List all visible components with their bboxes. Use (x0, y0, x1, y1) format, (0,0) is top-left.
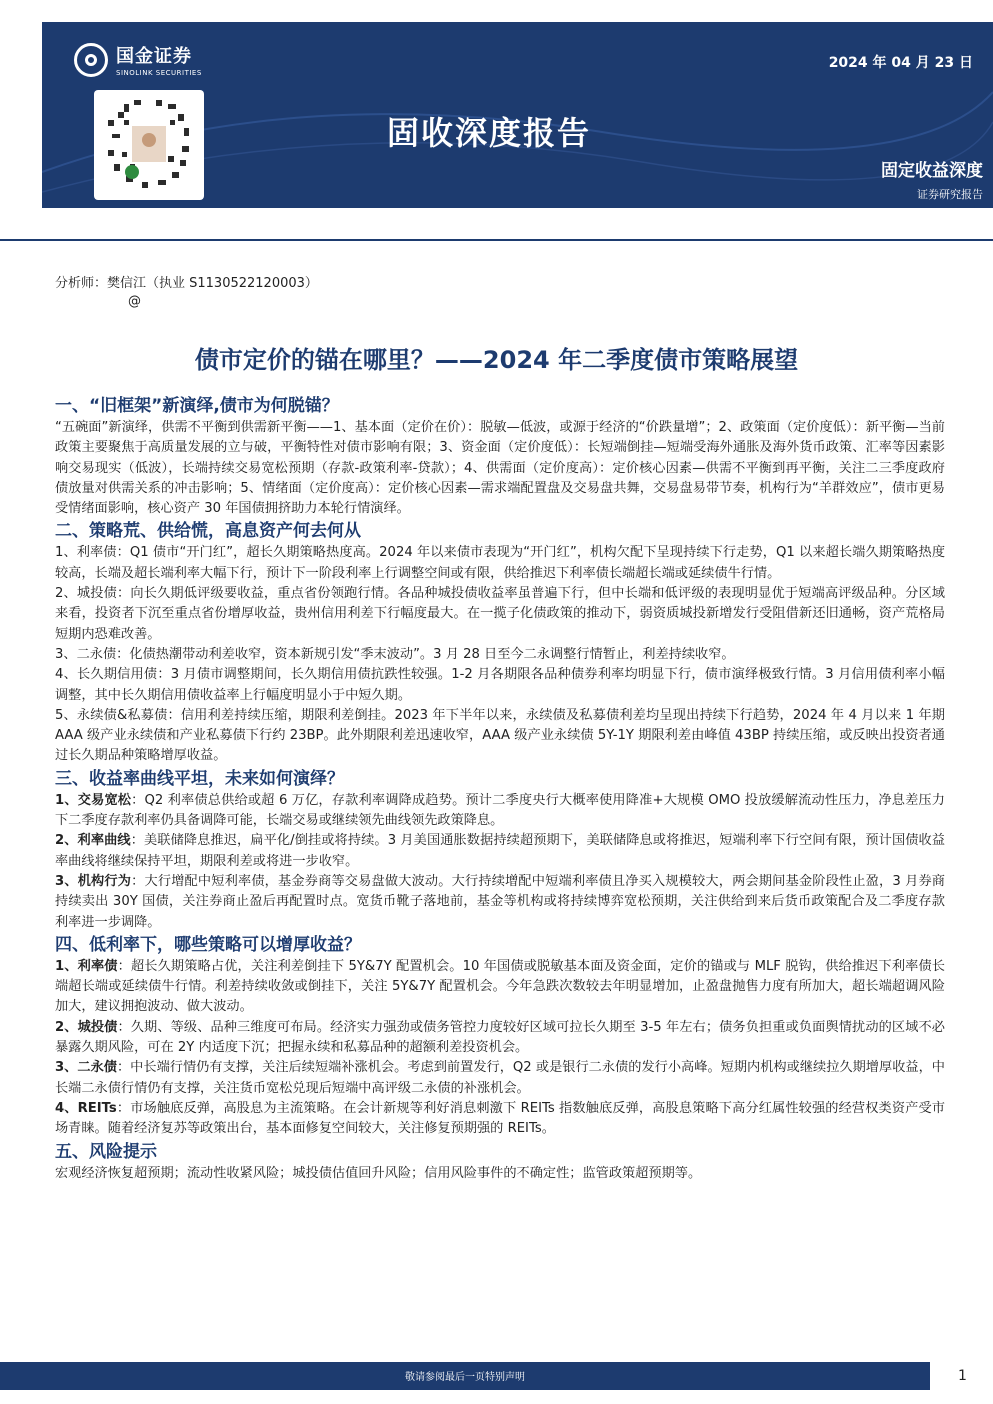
report-header (42, 22, 993, 208)
paragraph: 3、二永债：中长端行情仍有支撑，关注后续短端补涨机会。考虑到前置发行，Q2 或是银行二永债的发行小高峰。短期内机构或继续拉久期增厚收益，中长端二永债行情仍有支撑，关注货币宽松兑现后短端中高评级二永债的补涨机会。 (55, 1060, 945, 1096)
paragraph: 1、利率债：超长久期策略占优，关注利差倒挂下 5Y&7Y 配置机会。10 年国债或脱敏基本面及资金面，定价的锚或与 MLF 脱钩，供给推迟下利率债长端超长端或延续债牛行情。利差持续收敛或倒挂下，关注 5Y&7Y 配置机会。今年急跌次数较去年明显增加，止盈盘抛售力度有所加大，超长端超调风险加大，建议拥抱波动、做大波动。 (55, 958, 945, 1015)
paragraph: 4、长久期信用债：3 月债市调整期间，长久期信用债抗跌性较强。1-2 月各期限各品种债券利率均明显下行，债市演绎极致行情。3 月信用债利率小幅调整，其中长久期信用债收益率上行幅度明显小于中短久期。 (55, 667, 945, 703)
section-heading: 一、“旧框架”新演绎,债市为何脱锚？ (55, 396, 339, 416)
report-date: 2024 年 04 月 23 日 (828, 55, 973, 71)
report-category: 固定收益深度 (881, 161, 983, 181)
logo-name-en: SINOLINK SECURITIES (116, 69, 202, 77)
paragraph-lead: 3、二永债 (55, 1060, 117, 1076)
paragraph: 2、城投债：向长久期低评级要收益，重点省份领跑行情。各品种城投债收益率虽普遍下行，但中长端和低评级的表现明显优于短端高评级品种。分区域来看，投资者下沉至重点省份增厚收益，贵州信用利差下行幅度最大。在一揽子化债政策的推动下，弱资质城投新增发行受阻借新还旧通畅，资产荒格局短期内恐难改善。 (55, 586, 945, 642)
paragraph-lead: 1、交易宽松 (55, 792, 132, 808)
report-subcategory: 证券研究报告 (917, 188, 983, 201)
analyst-email: @ (128, 294, 141, 309)
page-number: 1 (958, 1368, 967, 1384)
section-heading: 三、收益率曲线平坦，未来如何演绎？ (55, 768, 344, 789)
paragraph-lead: 4、REITs (55, 1100, 117, 1116)
paragraph-lead: 1、利率债 (55, 958, 118, 974)
logo-name-cn: 国金证券 (116, 46, 192, 67)
section-heading: 四、低利率下，哪些策略可以增厚收益？ (55, 934, 361, 955)
paragraph: 宏观经济恢复超预期；流动性收紧风险；城投债估值回升风险；信用风险事件的不确定性；监管政策超预期等。 (55, 1165, 702, 1181)
footer-bar (0, 1362, 930, 1390)
header-divider (0, 239, 993, 241)
report-type-title: 固收深度报告 (387, 114, 592, 152)
report-body (55, 394, 945, 1184)
paragraph: 2、城投债：久期、等级、品种三维度可布局。经济实力强劲或债务管控力度较好区域可拉长久期至 3-5 年左右；债务负担重或负面舆情扰动的区域不必暴露久期风险，可在 2Y 内适度下沉；把握永续和私募品种的超额利差投资机会。 (55, 1019, 945, 1056)
section-heading: 五、风险提示 (55, 1141, 157, 1162)
report-main-title: 债市定价的锚在哪里？——2024 年二季度债市策略展望 (194, 346, 799, 374)
paragraph: 4、REITs：市场触底反弹，高股息为主流策略。在会计新规等利好消息刺激下 REITs 指数触底反弹，高股息策略下高分红属性较强的经营权类资产受市场青睐。随着经济复苏等政策出台，基本面修复空间较大，关注修复预期强的 REITs。 (55, 1100, 945, 1137)
paragraph: 1、利率债：Q1 债市“开门红”，超长久期策略热度高。2024 年以来债市表现为“开门红”，机构欠配下呈现持续下行走势，Q1 以来超长端久期策略热度较高，长端及超长端利率大幅下行，预计下一阶段利率上行调整空间或有限，供给推迟下利率债长端超长端或延续债牛行情。 (55, 545, 945, 581)
paragraph: 1、交易宽松：Q2 利率债总供给或超 6 万亿，存款利率调降成趋势。预计二季度央行大概率使用降准+大规模 OMO 投放缓解流动性压力，净息差压力下二季度存款利率仍具备调降可能，长端交易或继续领先曲线领先政策降息。 (55, 792, 945, 829)
qr-code-icon (94, 90, 204, 200)
footer-disclaimer: 敬请参阅最后一页特别声明 (405, 1372, 525, 1383)
logo-icon (74, 43, 108, 77)
paragraph: 3、机构行为：大行增配中短利率债，基金券商等交易盘做大波动。大行持续增配中短端利率债且净买入规模较大，两会期间基金阶段性止盈，3 月券商持续卖出 30Y 国债，关注券商止盈后再配置时点。宽货币靴子落地前，基金等机构或将持续博弈宽松预期，关注供给到来后货币政策配合及二季度存款利率进一步调降。 (55, 873, 945, 930)
analyst-info: 分析师：樊信江（执业 S1130522120003） (55, 276, 318, 291)
company-logo (74, 42, 202, 77)
paragraph-lead: 3、机构行为 (55, 873, 132, 889)
paragraph-lead: 2、城投债 (55, 1019, 118, 1035)
paragraph: “五碗面”新演绎，供需不平衡到供需新平衡——1、基本面（定价在价）：脱敏—低波，或源于经济的“价跌量增”；2、政策面（定价度低）：新平衡—当前政策主要聚焦于高质量发展的立与破，平衡特性对债市影响有限；3、资金面（定价度低）：长短端倒挂—短端受海外通胀及海外货币政策、汇率等因素影响交易现实（低波），长端持续交易宽松预期（存款-政策利率-贷款）；4、供需面（定价度高）：定价核心因素—供需不平衡到再平衡，关注二三季度政府债放量对供需关系的冲击影响；5、情绪面（定价度高）：定价核心因素—需求端配置盘及交易盘共舞，交易盘易带节奏，机构行为“羊群效应”，债市更易受情绪面影响，核心资产 30 年国债拥挤助力本轮行情演绎。 (55, 420, 945, 517)
paragraph: 5、永续债&私募债：信用利差持续压缩，期限利差倒挂。2023 年下半年以来，永续债及私募债利差均呈现出持续下行趋势，2024 年 4 月以来 1 年期 AAA 级产业永续债和产业私募债下行约 23BP。此外期限利差迅速收窄，AAA 级产业永续债 5Y-1Y 期限利差由峰值 43BP 持续压缩，或反映出投资者通过长久期品种策略增厚收益。 (55, 707, 945, 764)
paragraph: 3、二永债：化债热潮带动利差收窄，资本新规引发“季末波动”。3 月 28 日至今二永调整行情暂止，利差持续收窄。 (55, 646, 735, 662)
section-heading: 二、策略荒、供给慌，高息资产何去何从 (55, 521, 361, 542)
paragraph: 2、利率曲线：美联储降息推迟，扁平化/倒挂或将持续。3 月美国通胀数据持续超预期下，美联储降息或将推迟，短端利率下行空间有限，预计国债收益率曲线将继续保持平坦，期限利差或将进一步收窄。 (55, 833, 945, 869)
paragraph-lead: 2、利率曲线 (55, 833, 131, 849)
